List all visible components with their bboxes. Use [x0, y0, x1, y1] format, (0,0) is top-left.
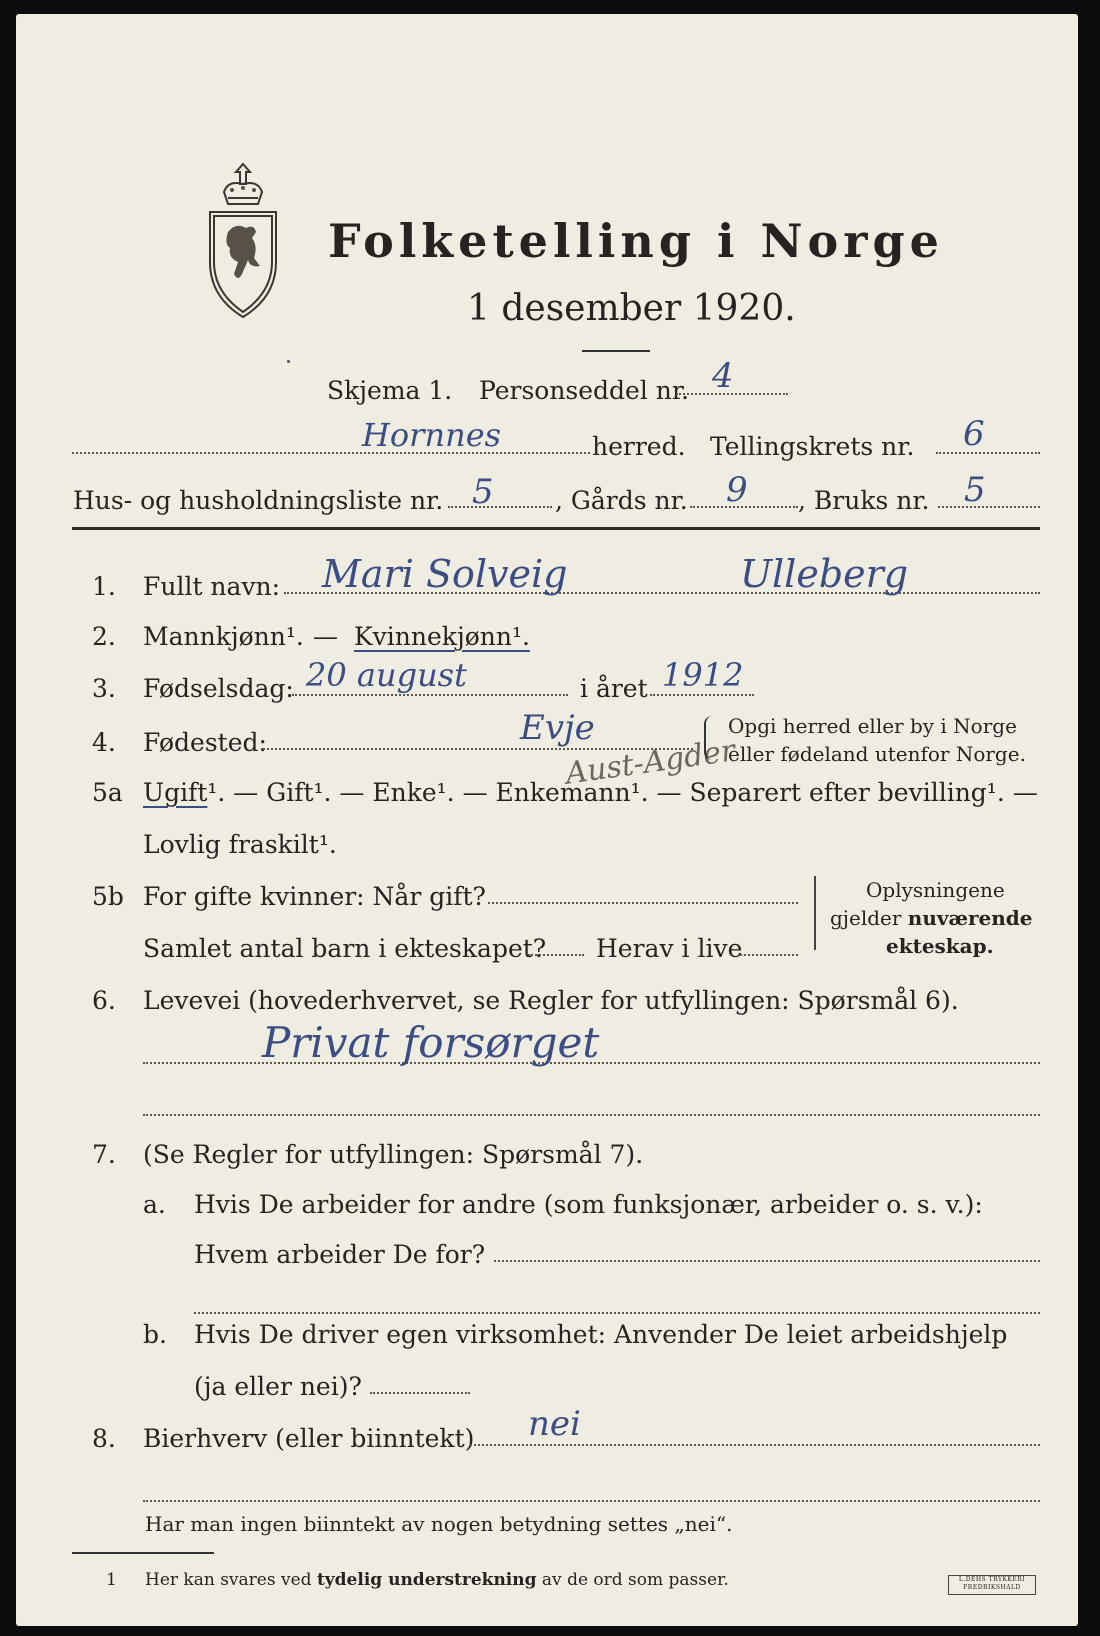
printer-stamp: [948, 1575, 1036, 1595]
q6-label: Levevei (hovederhvervet, se Regler for utfyllingen: Spørsmål 6).: [143, 986, 959, 1015]
q7b-letter: b.: [143, 1320, 167, 1349]
herred-value: Hornnes: [362, 416, 502, 454]
naar-gift-field[interactable]: [488, 902, 798, 904]
bruks-label: , Bruks nr.: [798, 486, 930, 515]
year-value: 1912: [662, 656, 744, 694]
header-divider: [72, 527, 1040, 530]
q5b-number: 5b: [92, 882, 124, 911]
q5b-note-1: Oplysningene: [866, 878, 1005, 902]
q5b-line1: For gifte kvinner: Når gift?: [143, 882, 486, 911]
bruks-field[interactable]: [938, 506, 1040, 508]
q5b-line2b: Herav i live: [596, 934, 743, 963]
fodested-note-2: eller fødeland utenfor Norge.: [728, 742, 1026, 766]
printer-line-2: FREDRIKSHALD: [963, 1584, 1021, 1591]
q7a-letter: a.: [143, 1190, 166, 1219]
footer-note: Har man ingen biinntekt av nogen betydning settes „nei“.: [145, 1512, 733, 1536]
levevei-value: Privat forsørget: [262, 1018, 600, 1067]
ink-dot: [287, 360, 290, 363]
q4-number: 4.: [92, 728, 116, 757]
lovlig-fraskilt-option[interactable]: Lovlig fraskilt¹.: [143, 830, 337, 859]
herred-field[interactable]: [72, 452, 590, 454]
hus-label: Hus- og husholdningsliste nr.: [73, 486, 444, 515]
q5b-note-2a: gjelder: [830, 906, 908, 930]
footnote-divider: [72, 1552, 214, 1554]
year-field[interactable]: [650, 694, 754, 696]
q5a-other-options[interactable]: ¹. — Gift¹. — Enke¹. — Enkemann¹. — Separert efter bevilling¹. —: [207, 778, 1038, 807]
fodested-note-1: Opgi herred eller by i Norge: [728, 714, 1017, 738]
q5b-line2a: Samlet antal barn i ekteskapet?: [143, 934, 547, 963]
personseddel-label: Personseddel nr.: [479, 376, 690, 405]
q7b-line2: (ja eller nei)?: [194, 1372, 362, 1401]
q5a-number: 5a: [92, 778, 123, 807]
q5b-note-bar: [814, 876, 816, 950]
bierhverv-field-2[interactable]: [143, 1500, 1040, 1502]
q4-label: Fødested:: [143, 728, 267, 757]
herred-label: herred.: [592, 432, 686, 461]
mannkjonn-option[interactable]: Mannkjønn¹.: [143, 622, 304, 651]
norwegian-coat-of-arms-icon: [198, 162, 288, 322]
printer-line-1: L.DEHS TRYKKERI: [958, 1576, 1026, 1583]
q7b-line1: Hvis De driver egen virksomhet: Anvender De leiet arbeidshjelp: [194, 1320, 1008, 1349]
fodested-overwrite: Aust-Agder: [563, 733, 738, 792]
q3-number: 3.: [92, 674, 116, 703]
q6-number: 6.: [92, 986, 116, 1015]
gaards-value: 9: [726, 470, 748, 510]
q7a-line1: Hvis De arbeider for andre (som funksjonær, arbeider o. s. v.):: [194, 1190, 983, 1219]
footnote-b: tydelig understrekning: [316, 1570, 537, 1590]
footnote-a: Her kan svares ved: [145, 1570, 317, 1590]
bierhverv-field[interactable]: [470, 1444, 1040, 1446]
levevei-field-2[interactable]: [143, 1114, 1040, 1116]
arbeidsgiver-field[interactable]: [494, 1260, 1040, 1262]
personseddel-value: 4: [712, 356, 734, 396]
footnote-c: av de ord som passer.: [536, 1570, 729, 1590]
form-title: Folketelling i Norge: [328, 214, 944, 268]
q7-label: (Se Regler for utfyllingen: Spørsmål 7).: [143, 1140, 644, 1169]
q8-number: 8.: [92, 1424, 116, 1453]
hus-field[interactable]: [448, 506, 552, 508]
q7-number: 7.: [92, 1140, 116, 1169]
footnote: [145, 1570, 729, 1590]
tellingskrets-field[interactable]: [936, 452, 1040, 454]
hus-value: 5: [472, 472, 494, 512]
ugift-option[interactable]: Ugift: [143, 778, 208, 807]
q2-dash: —: [313, 622, 338, 651]
footnote-mark: 1: [106, 1570, 117, 1590]
tellingskrets-value: 6: [963, 414, 985, 454]
herav-i-live-field[interactable]: [740, 954, 798, 956]
q1-number: 1.: [92, 572, 116, 601]
fodselsdag-value: 20 august: [306, 656, 467, 694]
q8-label: Bierhverv (eller biinntekt): [143, 1424, 475, 1453]
fullt-navn-last: Ulleberg: [740, 552, 909, 596]
gaards-label: , Gårds nr.: [555, 486, 688, 515]
title-divider: [582, 350, 650, 352]
census-date: 1 desember 1920.: [467, 288, 796, 329]
q2-number: 2.: [92, 622, 116, 651]
q5a-line: [143, 778, 1038, 807]
bierhverv-value: nei: [528, 1404, 581, 1444]
q5b-note-2b: nuværende: [907, 906, 1033, 930]
q3-year-label: i året: [580, 674, 648, 703]
q3-label: Fødselsdag:: [143, 674, 294, 703]
fodselsdag-field[interactable]: [292, 694, 568, 696]
leiet-arbeidshjelp-field[interactable]: [370, 1392, 470, 1394]
q7a-line2: Hvem arbeider De for?: [194, 1240, 486, 1269]
fullt-navn-first: Mari Solveig: [322, 552, 568, 596]
q1-label: Fullt navn:: [143, 572, 281, 601]
fodested-value: Evje: [520, 708, 595, 748]
skjema-label: Skjema 1.: [327, 376, 453, 405]
q5b-note-2: [830, 906, 1033, 930]
tellingskrets-label: Tellingskrets nr.: [710, 432, 915, 461]
note-brace: [704, 716, 716, 760]
q5b-note-3: ekteskap.: [886, 934, 994, 958]
arbeidsgiver-field-2[interactable]: [194, 1312, 1040, 1314]
bruks-value: 5: [964, 470, 986, 510]
antal-barn-field[interactable]: [528, 954, 584, 956]
kvinnekjonn-option[interactable]: Kvinnekjønn¹.: [354, 622, 530, 651]
